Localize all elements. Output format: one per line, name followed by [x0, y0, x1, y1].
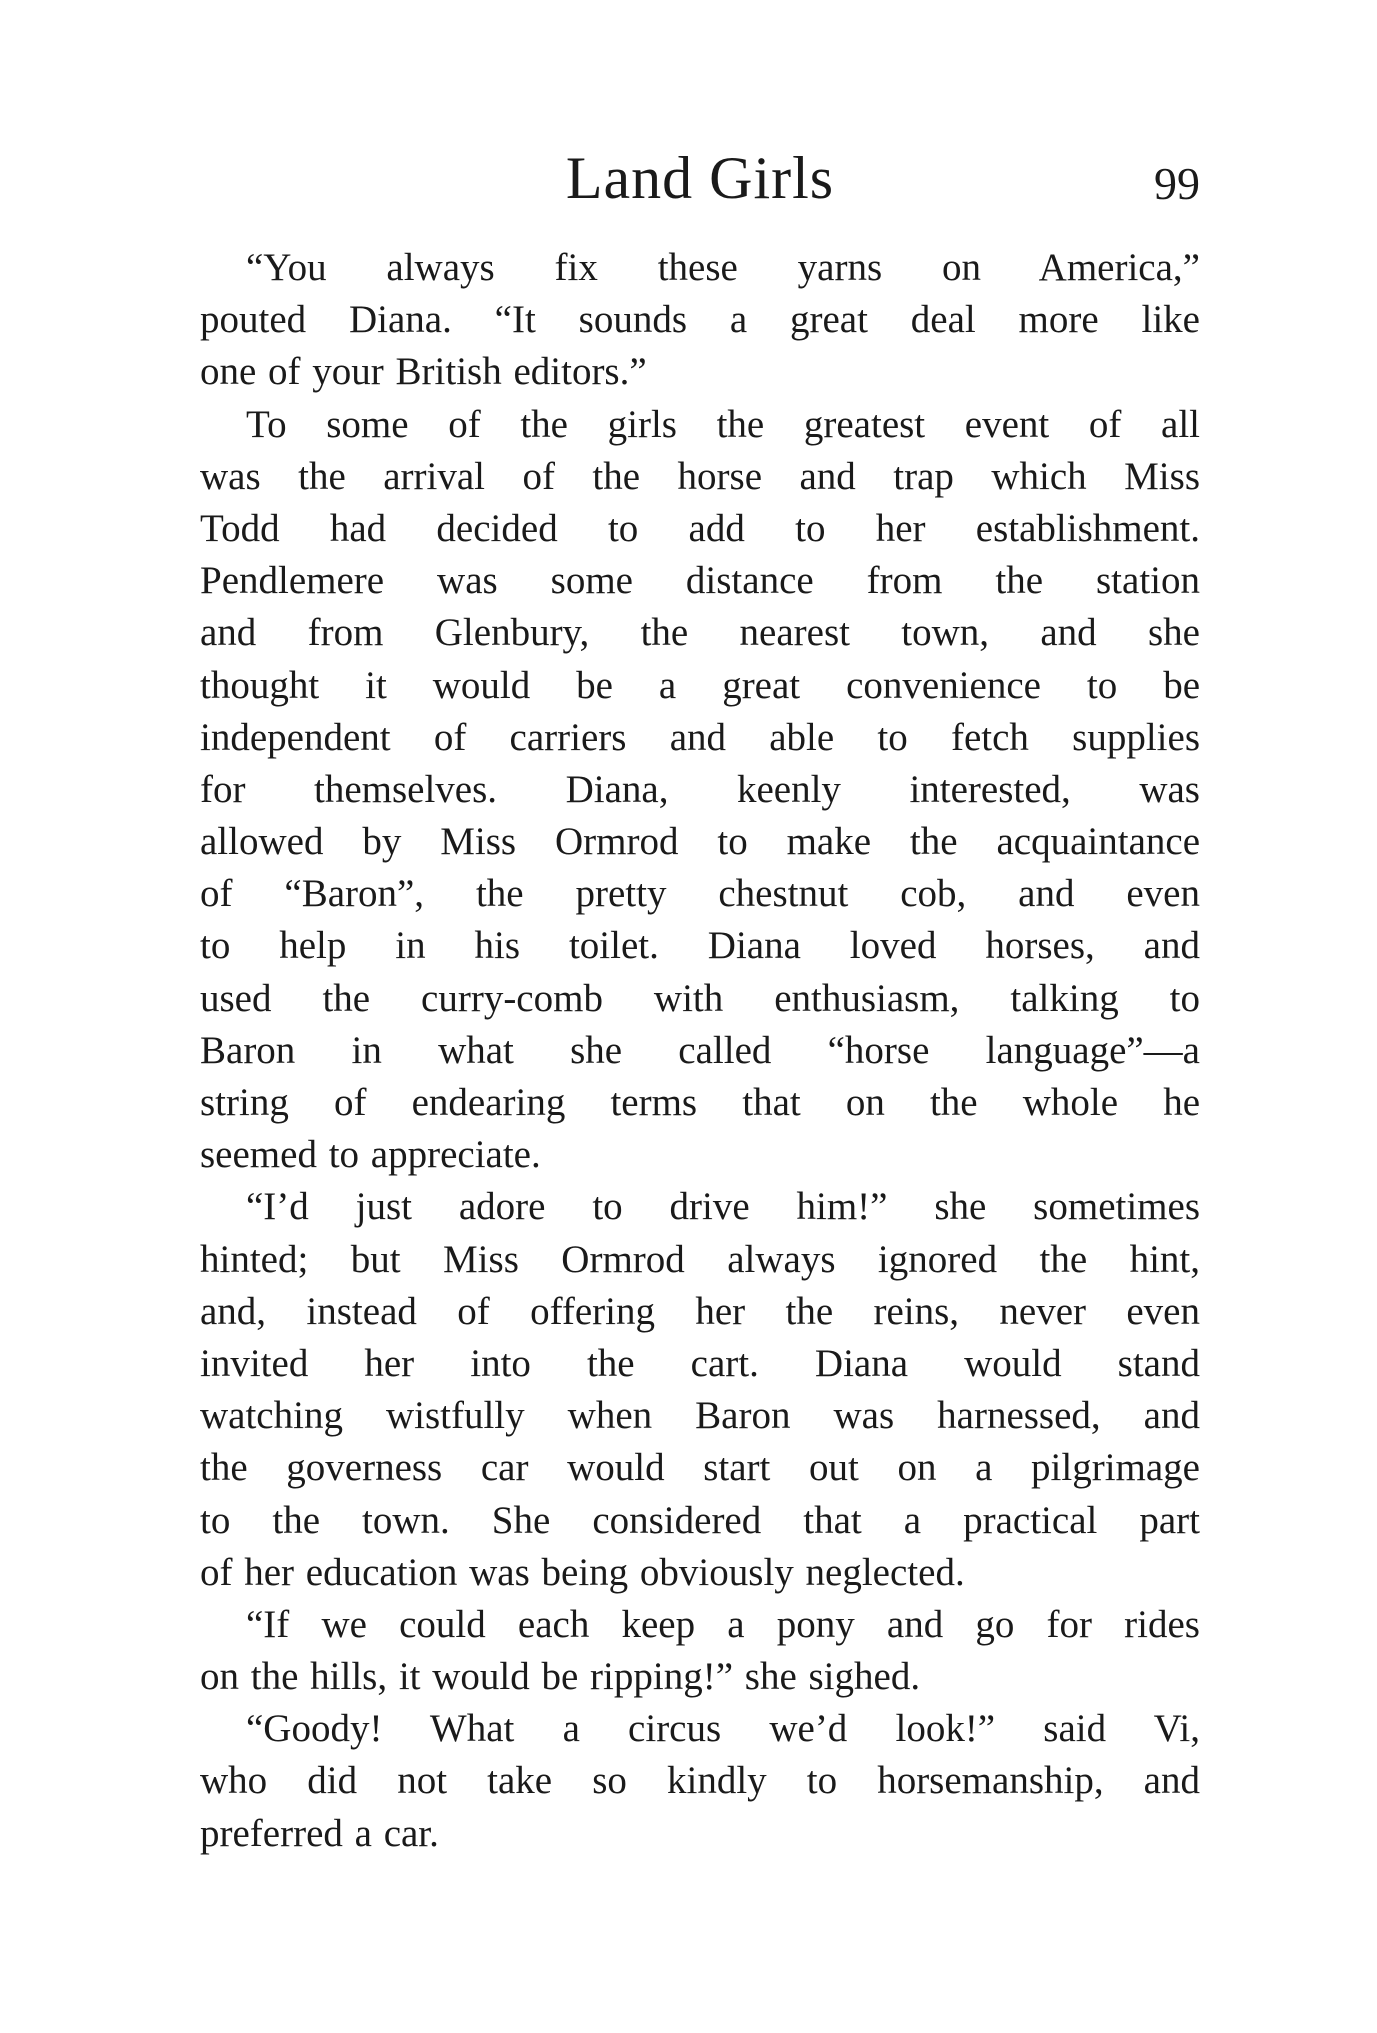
text-line: the governess car would start out on a pilgrimage [200, 1446, 1200, 1490]
text-line: of “Baron”, the pretty chestnut cob, and even [200, 872, 1200, 916]
text-line: pouted Diana. “It sounds a great deal more like [200, 298, 1200, 342]
text-line: seemed to appreciate. [200, 1133, 541, 1177]
text-line: Todd had decided to add to her establishment. [200, 506, 1200, 550]
text-line: independent of carriers and able to fetch supplies [200, 715, 1200, 759]
text-line: for themselves. Diana, keenly interested, was [200, 767, 1200, 811]
text-line: and from Glenbury, the nearest town, and she [200, 611, 1200, 655]
page-number: 99 [1154, 158, 1200, 209]
text-line: hinted; but Miss Ormrod always ignored the hint, [200, 1237, 1200, 1281]
text-line: and, instead of offering her the reins, never even [200, 1289, 1200, 1333]
running-head [200, 138, 1200, 218]
text-line: allowed by Miss Ormrod to make the acquaintance [200, 820, 1200, 864]
text-line: “I’d just adore to drive him!” she sometimes [246, 1185, 1200, 1229]
text-line: “If we could each keep a pony and go for rides [246, 1602, 1200, 1646]
text-line: on the hills, it would be ripping!” she sighed. [200, 1655, 921, 1699]
running-title: Land Girls [565, 145, 835, 211]
text-line: used the curry-comb with enthusiasm, talking to [200, 976, 1200, 1020]
text-line: “Goody! What a circus we’d look!” said Vi, [246, 1707, 1200, 1751]
text-line: to help in his toilet. Diana loved horses, and [200, 924, 1200, 968]
body-text [200, 242, 1200, 1860]
text-line: invited her into the cart. Diana would stand [200, 1341, 1200, 1385]
text-line: Baron in what she called “horse language”—a [200, 1028, 1200, 1072]
text-line: was the arrival of the horse and trap which Miss [200, 454, 1200, 498]
text-line: one of your British editors.” [200, 350, 647, 394]
text-line: watching wistfully when Baron was harnessed, and [200, 1394, 1200, 1438]
text-line: to the town. She considered that a practical part [200, 1498, 1200, 1542]
text-line: preferred a car. [200, 1811, 439, 1855]
text-line: “You always fix these yarns on America,” [246, 246, 1200, 289]
text-line: of her education was being obviously neglected. [200, 1550, 965, 1594]
text-line: Pendlemere was some distance from the station [200, 559, 1200, 603]
text-line: string of endearing terms that on the whole he [200, 1081, 1200, 1124]
text-line: To some of the girls the greatest event of all [246, 402, 1200, 446]
text-line: thought it would be a great convenience to be [200, 663, 1200, 707]
text-line: who did not take so kindly to horsemanship, and [200, 1759, 1200, 1803]
